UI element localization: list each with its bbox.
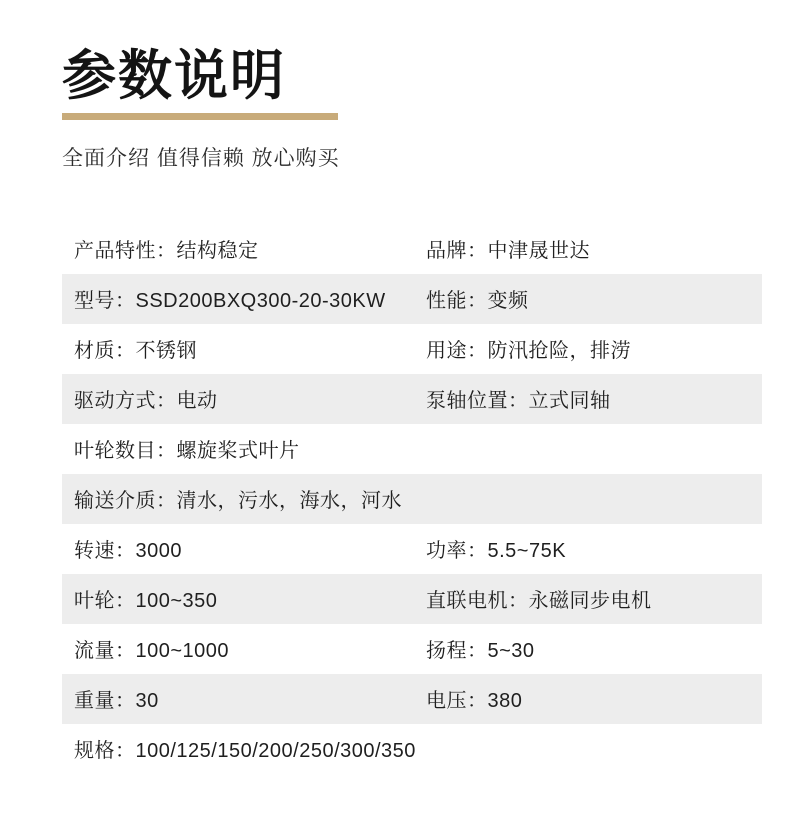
- page-header: [0, 0, 800, 172]
- spec-label: 产品特性：: [74, 240, 177, 263]
- table-row: [62, 424, 762, 474]
- spec-value: 不锈钢: [135, 340, 197, 363]
- spec-value: 100~350: [135, 590, 218, 613]
- spec-value: 变频: [487, 290, 529, 313]
- spec-value: SSD200BXQ300-20-30KW: [135, 290, 386, 313]
- spec-cell: [414, 524, 762, 574]
- spec-label: 性能：: [426, 290, 488, 313]
- spec-value: 5~30: [487, 640, 535, 663]
- table-row: [62, 624, 762, 674]
- title-underline: [62, 113, 338, 120]
- spec-label: 型号：: [74, 290, 136, 313]
- table-row: [62, 674, 762, 724]
- spec-cell: [414, 274, 762, 324]
- spec-value: 电动: [176, 390, 218, 413]
- spec-value: 结构稳定: [176, 240, 259, 263]
- spec-label: 功率：: [426, 540, 488, 563]
- spec-label: 输送介质：: [74, 490, 177, 513]
- spec-label: 规格：: [74, 740, 136, 763]
- table-row: [62, 324, 762, 374]
- spec-label: 材质：: [74, 340, 136, 363]
- spec-value: 30: [135, 690, 159, 713]
- page-title: 参数说明: [62, 44, 286, 107]
- spec-label: 转速：: [74, 540, 136, 563]
- spec-cell: [414, 624, 762, 674]
- table-row: [62, 224, 762, 274]
- spec-label: 叶轮数目：: [74, 440, 177, 463]
- spec-value: 3000: [135, 540, 182, 563]
- spec-value: 螺旋桨式叶片: [176, 440, 300, 463]
- spec-label: 用途：: [426, 340, 488, 363]
- page-subtitle: 全面介绍 值得信赖 放心购买: [62, 146, 340, 170]
- spec-cell: [62, 374, 414, 424]
- spec-value: 5.5~75K: [487, 540, 567, 563]
- spec-cell: [62, 424, 762, 474]
- spec-cell: [62, 224, 414, 274]
- spec-label: 扬程：: [426, 640, 488, 663]
- spec-value: 防汛抢险，排涝: [487, 340, 631, 363]
- spec-cell: [414, 674, 762, 724]
- table-row: [62, 374, 762, 424]
- spec-value: 永磁同步电机: [528, 590, 652, 613]
- spec-value: 立式同轴: [528, 390, 611, 413]
- spec-cell: [414, 324, 762, 374]
- spec-value: 100~1000: [135, 640, 230, 663]
- spec-cell: [414, 374, 762, 424]
- spec-cell: [62, 724, 762, 774]
- spec-label: 品牌：: [426, 240, 488, 263]
- table-row: [62, 474, 762, 524]
- spec-label: 叶轮：: [74, 590, 136, 613]
- spec-label: 流量：: [74, 640, 136, 663]
- table-row: [62, 724, 762, 774]
- spec-value: 清水，污水，海水，河水: [176, 490, 402, 513]
- spec-cell: [62, 574, 414, 624]
- spec-cell: [62, 324, 414, 374]
- spec-label: 直联电机：: [426, 590, 529, 613]
- spec-cell: [62, 624, 414, 674]
- table-row: [62, 524, 762, 574]
- spec-cell: [62, 524, 414, 574]
- spec-label: 泵轴位置：: [426, 390, 529, 413]
- spec-cell: [62, 474, 762, 524]
- spec-table-body: [62, 224, 762, 774]
- spec-label: 驱动方式：: [74, 390, 177, 413]
- spec-cell: [62, 674, 414, 724]
- table-row: [62, 274, 762, 324]
- spec-label: 重量：: [74, 690, 136, 713]
- table-row: [62, 574, 762, 624]
- spec-value: 100/125/150/200/250/300/350: [135, 740, 416, 763]
- specification-table: [62, 224, 762, 774]
- spec-label: 电压：: [426, 690, 488, 713]
- spec-value: 380: [487, 690, 523, 713]
- spec-cell: [414, 224, 762, 274]
- spec-cell: [62, 274, 414, 324]
- spec-cell: [414, 574, 762, 624]
- spec-value: 中津晟世达: [487, 240, 590, 263]
